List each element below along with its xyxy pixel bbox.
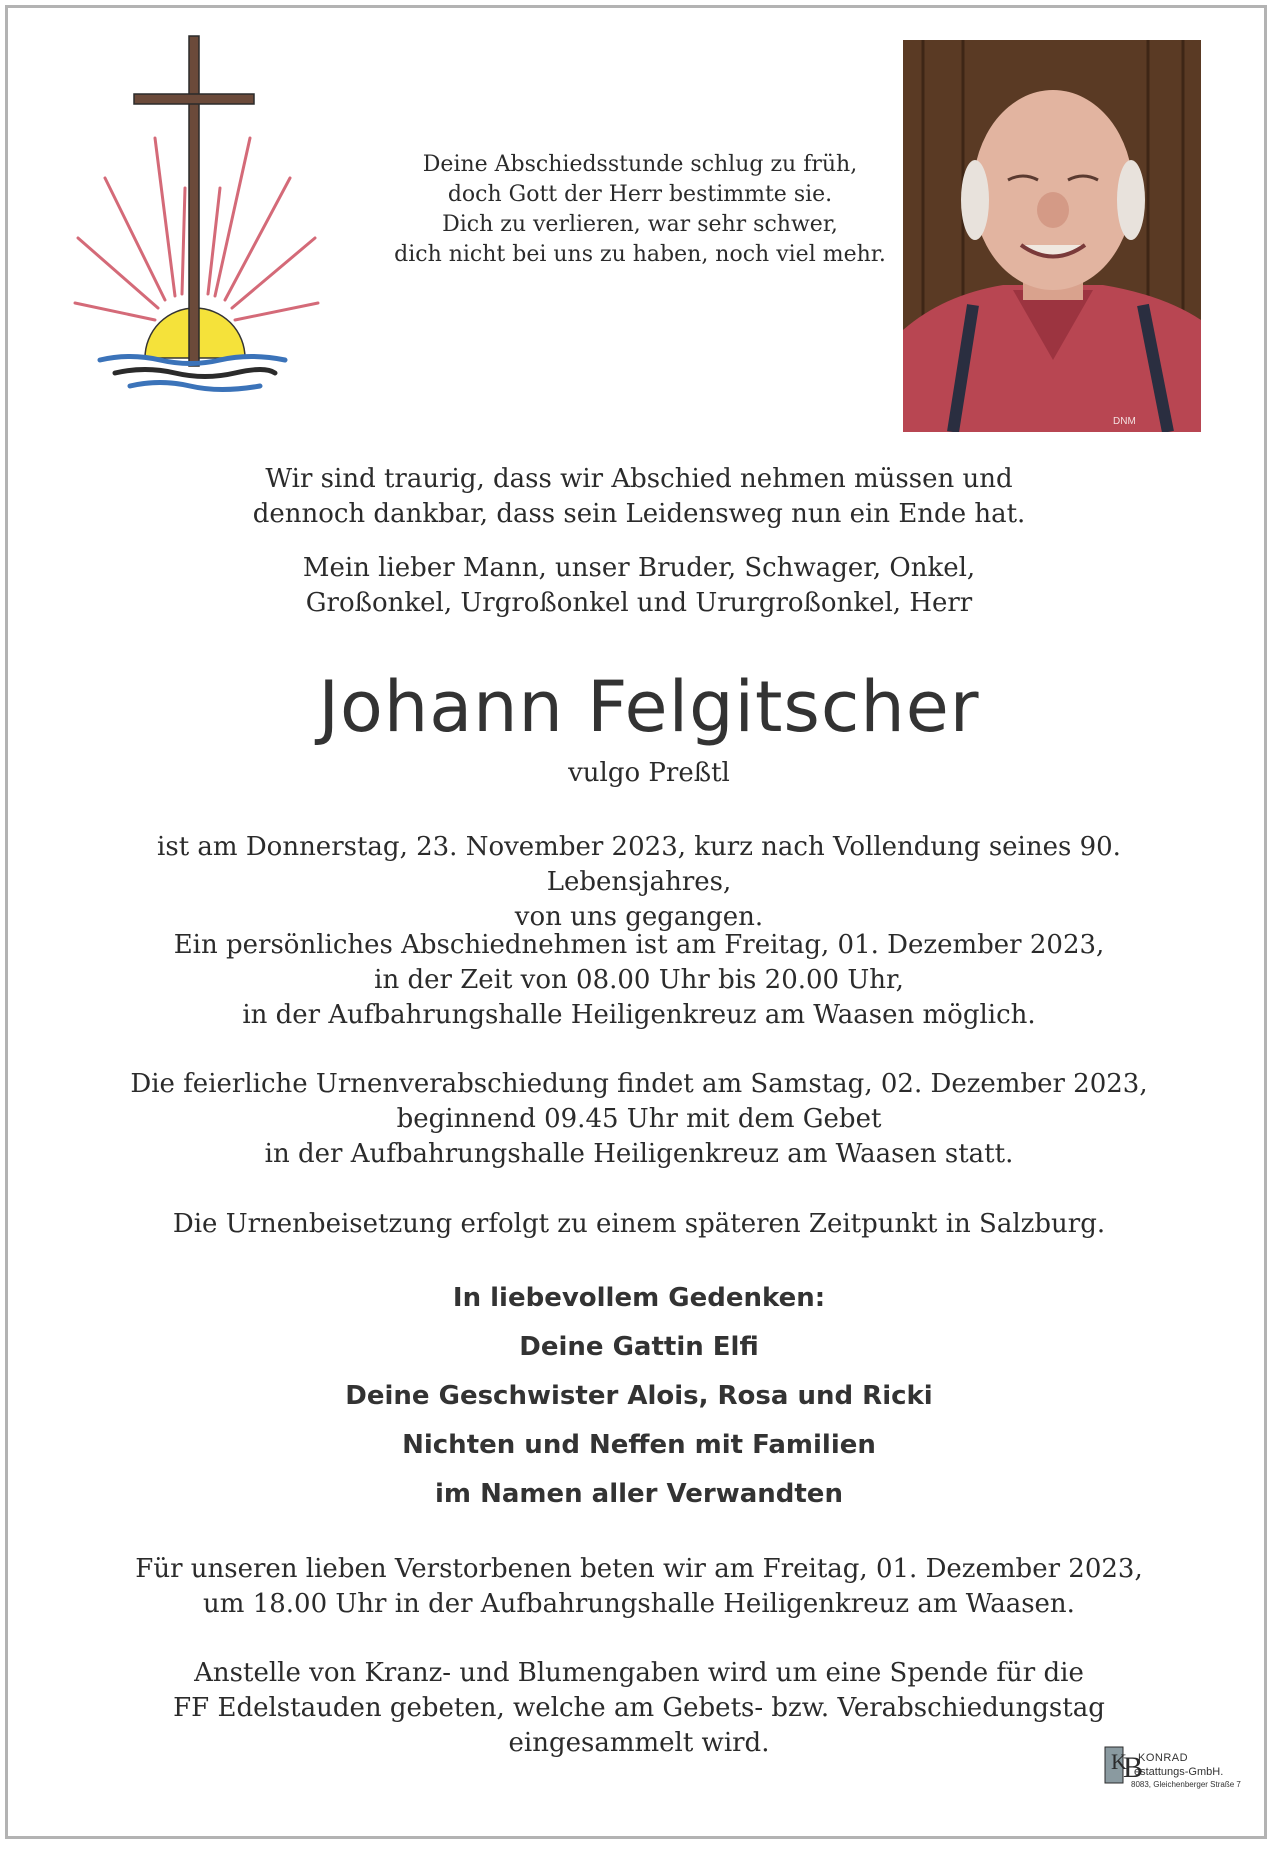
death-text: [100, 830, 1178, 935]
poem-line: doch Gott der Herr bestimmte sie.: [447, 182, 833, 207]
donation-text: [100, 1656, 1178, 1761]
logo-name: KONRAD: [1138, 1752, 1189, 1764]
logo-company: estattungs-GmbH.: [1134, 1766, 1224, 1778]
farewell-line: in der Aufbahrungshalle Heiligenkreuz am Waasen möglich.: [242, 1000, 1036, 1030]
svg-text:B: B: [1123, 1751, 1144, 1784]
mourners-heading: In liebevollem Gedenken:: [452, 1283, 826, 1313]
relation-line: Großonkel, Urgroßonkel und Ururgroßonkel, Herr: [305, 588, 973, 618]
farewell-line: in der Zeit von 08.00 Uhr bis 20.00 Uhr,: [374, 965, 904, 995]
farewell-text: [100, 928, 1178, 1033]
poem: [340, 150, 940, 270]
mourner-line: Deine Gattin Elfi: [519, 1332, 759, 1362]
burial-text: Die Urnenbeisetzung erfolgt zu einem späteren Zeitpunkt in Salzburg.: [172, 1209, 1106, 1239]
poem-line: Dich zu verlieren, war sehr schwer,: [442, 212, 838, 237]
ceremony-line: in der Aufbahrungshalle Heiligenkreuz am Waasen statt.: [264, 1139, 1014, 1169]
mourner-line: Nichten und Neffen mit Familien: [402, 1430, 876, 1460]
relation-text: [100, 551, 1178, 621]
relation-line: Mein lieber Mann, unser Bruder, Schwager, Onkel,: [302, 553, 976, 583]
death-line: ist am Donnerstag, 23. November 2023, kurz nach Vollendung seines 90. Lebensjahres,: [157, 832, 1121, 897]
donation-line: Anstelle von Kranz- und Blumengaben wird um eine Spende für die: [194, 1658, 1084, 1688]
donation-line: eingesammelt wird.: [508, 1728, 770, 1758]
farewell-line: Ein persönliches Abschiednehmen ist am Freitag, 01. Dezember 2023,: [173, 930, 1105, 960]
svg-text:K: K: [1111, 1749, 1127, 1774]
svg-text:DNM: DNM: [1113, 416, 1136, 427]
donation-line: FF Edelstauden gebeten, welche am Gebets- bzw. Verabschiedungstag: [173, 1693, 1105, 1723]
prayer-text: [100, 1552, 1178, 1622]
nickname: vulgo Preßtl: [568, 758, 730, 788]
poem-line: Deine Abschiedsstunde schlug zu früh,: [422, 152, 858, 177]
ceremony-text: [100, 1067, 1178, 1172]
deceased-name: Johann Felgitscher: [318, 666, 980, 748]
cross-sun-icon: [70, 28, 330, 408]
ceremony-line: Die feierliche Urnenverabschiedung findet am Samstag, 02. Dezember 2023,: [130, 1069, 1148, 1099]
logo-address: 8083, Gleichenberger Straße 7: [1131, 1780, 1241, 1789]
prayer-line: Für unseren lieben Verstorbenen beten wir am Freitag, 01. Dezember 2023,: [135, 1554, 1143, 1584]
portrait-photo: [903, 40, 1201, 432]
mourner-line: Deine Geschwister Alois, Rosa und Ricki: [345, 1381, 933, 1411]
intro-line: dennoch dankbar, dass sein Leidensweg nun ein Ende hat.: [252, 499, 1026, 529]
poem-line: dich nicht bei uns zu haben, noch viel mehr.: [394, 242, 886, 267]
mourner-line: im Namen aller Verwandten: [435, 1479, 843, 1509]
prayer-line: um 18.00 Uhr in der Aufbahrungshalle Heiligenkreuz am Waasen.: [203, 1589, 1075, 1619]
death-line: von uns gegangen.: [514, 902, 764, 932]
ceremony-line: beginnend 09.45 Uhr mit dem Gebet: [396, 1104, 882, 1134]
intro-text: [100, 462, 1178, 532]
mourners-list: [100, 1278, 1178, 1523]
intro-line: Wir sind traurig, dass wir Abschied nehmen müssen und: [265, 464, 1013, 494]
